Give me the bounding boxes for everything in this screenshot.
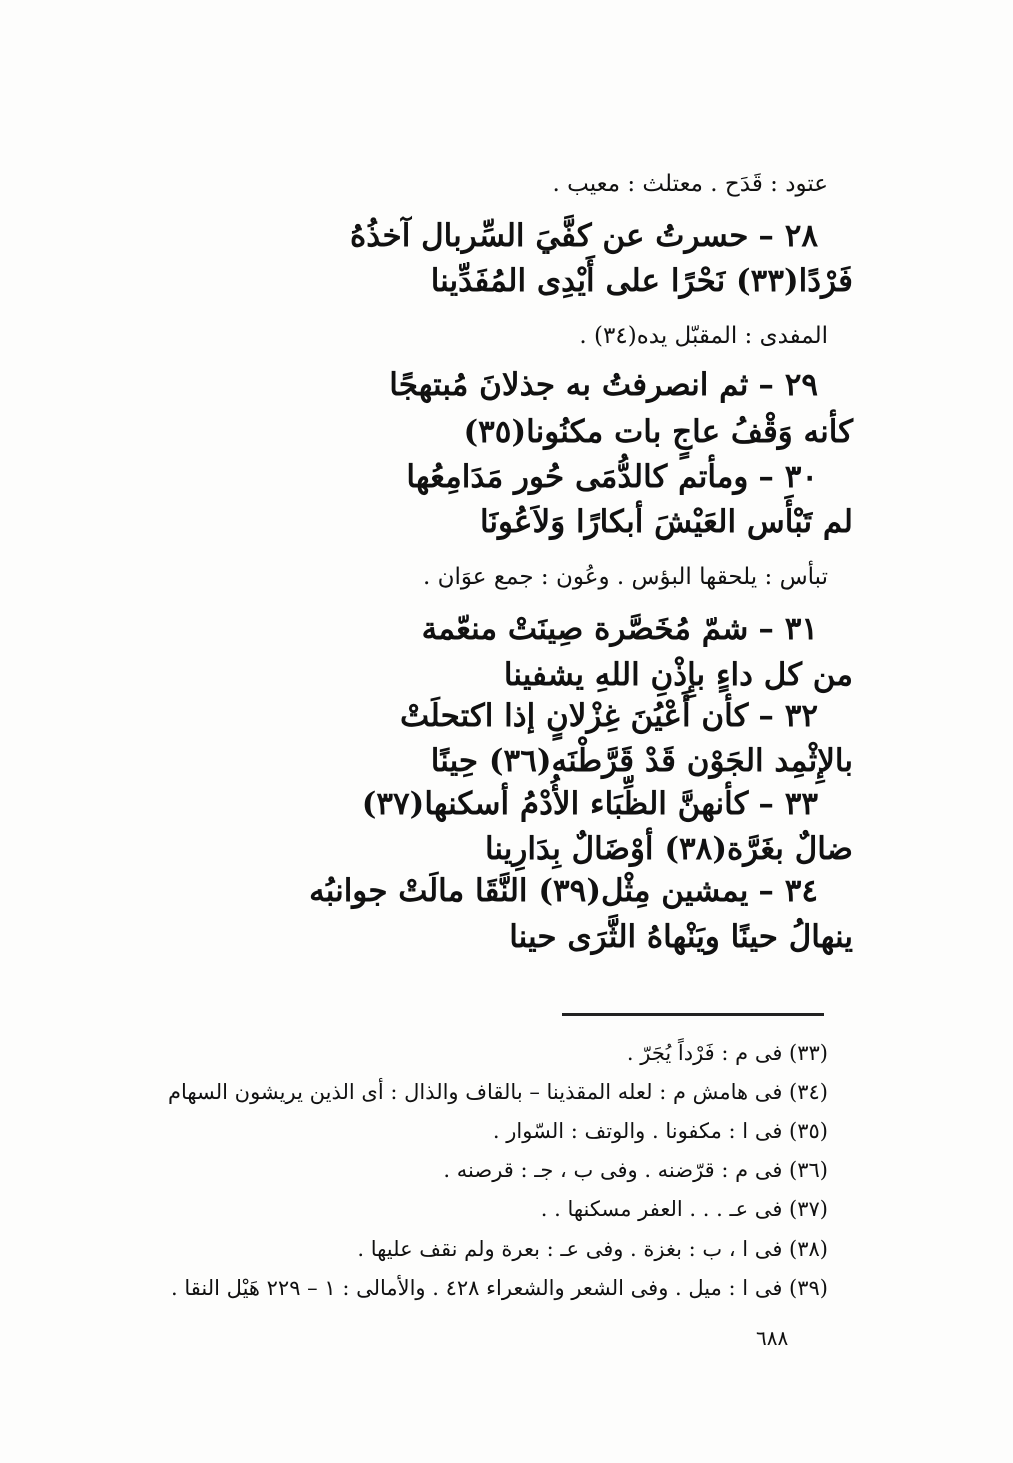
verse-31-first-hemistich xyxy=(422,610,818,648)
verse-number: ٣٠ – xyxy=(758,459,818,495)
verse-number: ٣٣ – xyxy=(758,786,818,822)
verse-30-second-hemistich: لم تَبْأَس العَيْشَ أبكارًا وَلاَعُونَا xyxy=(479,504,853,540)
verse-29-first-hemistich xyxy=(389,366,818,404)
verse-number: ٢٩ – xyxy=(758,367,818,403)
verse-29-second-hemistich: كأنه وَقْفُ عاجٍ بات مكنُونا(٣٥) xyxy=(463,414,853,450)
verse-34-second-hemistich: ينهالُ حينًا ويَنْهاهُ الثَّرَى حينا xyxy=(509,919,853,955)
footnote-39: (٣٩) فى ا : ميل . وفى الشعر والشعراء ٤٢٨ . والأمالى : ١ – ٢٢٩ هَيْل النقا . xyxy=(171,1276,828,1300)
verse-number: ٢٨ – xyxy=(758,218,818,254)
page-number: ٦٨٨ xyxy=(756,1326,789,1350)
verse-text: ومأتم كالدُّمَى حُور مَدَامِعُها xyxy=(406,459,749,495)
footnote-34: (٣٤) فى هامش م : لعله المقذينا – بالقاف والذال : أى الذين يريشون السهام xyxy=(167,1080,828,1104)
footnote-37: (٣٧) فى عـ . . . العفر مسكنها . . xyxy=(540,1197,828,1221)
verse-31-second-hemistich: من كل داءٍ بإِذْنِ اللهِ يشفينا xyxy=(503,657,853,693)
verse-text: يمشين مِثْل(٣٩) النَّقَا مالَتْ جوانبُه xyxy=(309,873,749,909)
footnote-38: (٣٨) فى ا ، ب : بغزة . وفى عـ : بعرة ولم نقف عليها . xyxy=(357,1237,828,1261)
verse-33-second-hemistich: ضالٌ بغَرَّة(٣٨) أوْضَالٌ بِدَارِينا xyxy=(484,831,853,867)
footnote-33: (٣٣) فى م : فَرْداً يُجَرّ . xyxy=(626,1041,828,1065)
verse-32-second-hemistich: بالإِثْمِد الجَوْن قَدْ قَرَّطْنَه(٣٦) حِينًا xyxy=(430,743,853,779)
verse-number: ٣٤ – xyxy=(758,873,818,909)
verse-28-second-hemistich: فَرْدًا(٣٣) نَحْرًا على أَيْدِى المُفَدِّينا xyxy=(430,263,853,299)
verse-number: ٣٢ – xyxy=(758,698,818,734)
footnote-divider xyxy=(562,1013,824,1016)
verse-32-first-hemistich xyxy=(400,697,818,735)
verse-text: كأن أَعْيُنَ غِزْلانٍ إذا اكتحلَتْ xyxy=(399,698,749,734)
footnote-36: (٣٦) فى م : قرّضنه . وفى ب ، جـ : قرصنه . xyxy=(443,1158,828,1182)
verse-text: ثم انصرفتُ به جذلانَ مُبتهجًا xyxy=(389,367,749,403)
verse-34-first-hemistich xyxy=(309,872,818,910)
verse-33-first-hemistich xyxy=(362,785,818,823)
gloss-line-1: عتود : قَدَح . معتلث : معيب . xyxy=(552,171,828,197)
verse-30-first-hemistich xyxy=(406,458,818,496)
footnote-35: (٣٥) فى ا : مكفونا . والوتف : السّوار . xyxy=(492,1119,828,1143)
verse-text: شمّ مُخَصَّرة صِينَتْ منعّمة xyxy=(421,611,749,647)
verse-28-first-hemistich xyxy=(350,217,818,255)
gloss-line-2: المفدى : المقبّل يده(٣٤) . xyxy=(579,323,828,349)
verse-text: حسرتُ عن كفَّيَ السِّربال آخذُهُ xyxy=(350,218,749,254)
verse-text: كأنهنَّ الظِّبَاء الأُدْمُ أسكنها(٣٧) xyxy=(361,786,749,822)
gloss-line-3: تبأس : يلحقها البؤس . وعُون : جمع عوَان . xyxy=(423,564,828,590)
verse-number: ٣١ – xyxy=(758,611,818,647)
